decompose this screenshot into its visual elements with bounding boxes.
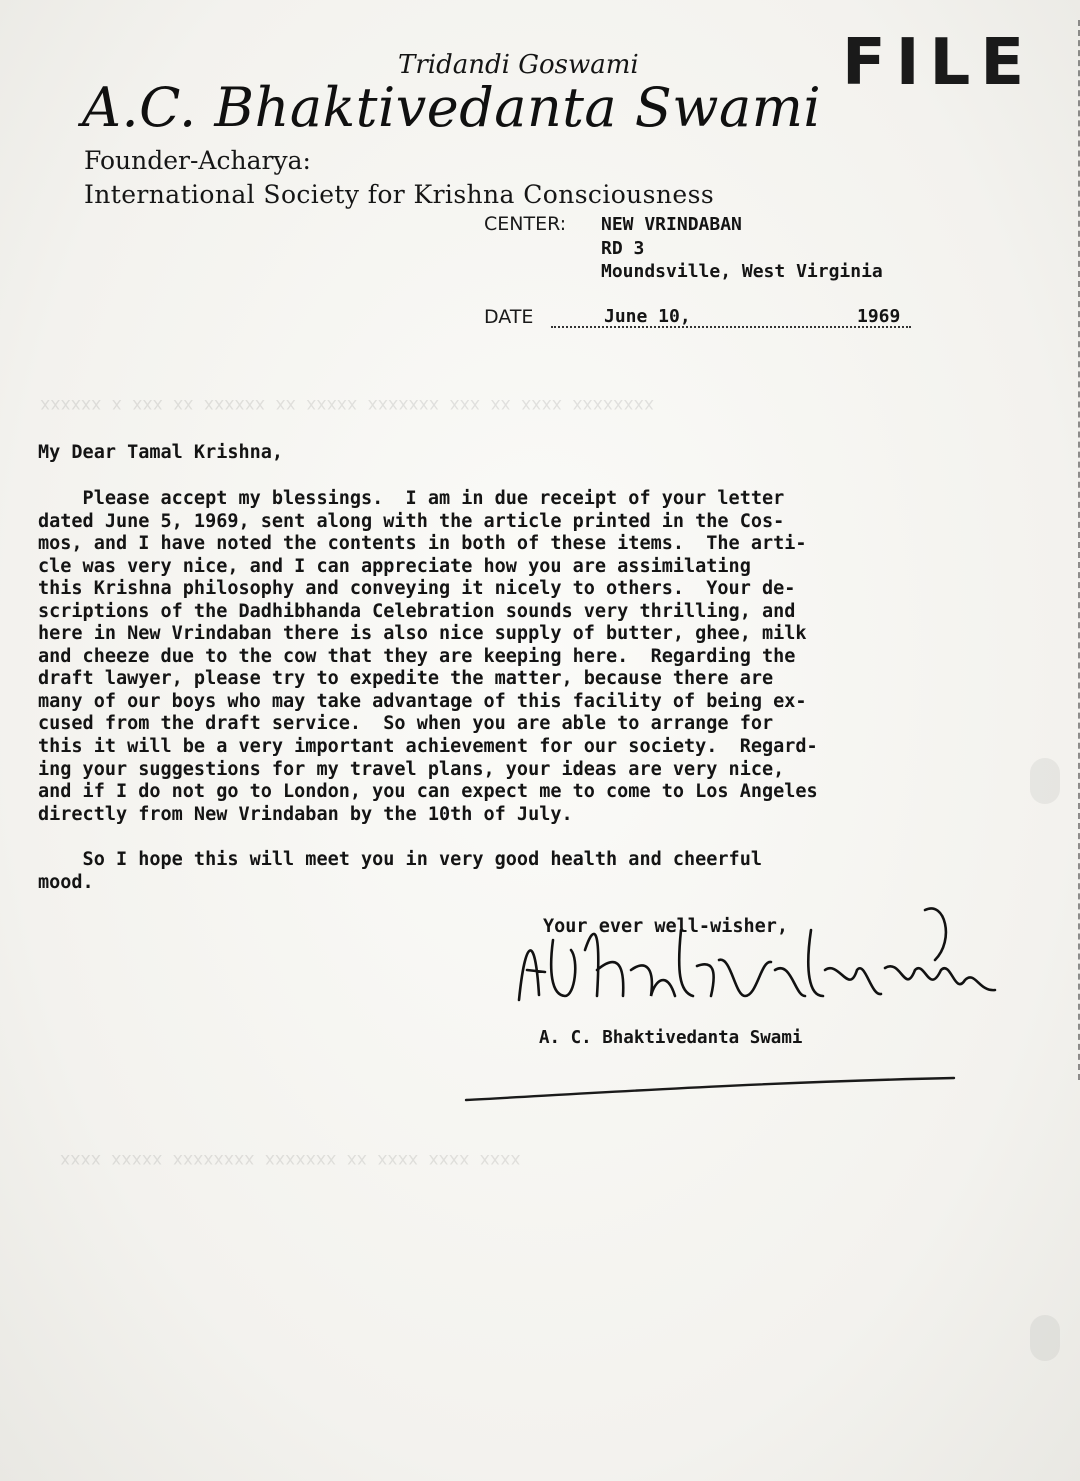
body-line: Please accept my blessings. I am in due receipt of your letter <box>38 488 785 509</box>
body-line: cle was very nice, and I can appreciate how you are assimilating <box>38 556 751 577</box>
date-label: DATE <box>484 306 534 328</box>
body-line: draft lawyer, please try to expedite the matter, because there are <box>38 668 774 689</box>
body-line: cused from the draft service. So when you are able to arrange for <box>38 713 774 734</box>
handwritten-signature <box>505 900 1015 1040</box>
center-line: RD 3 <box>601 238 645 259</box>
body-line: dated June 5, 1969, sent along with the article printed in the Cos- <box>38 511 785 532</box>
letterhead-title: Tridandi Goswami <box>398 50 639 80</box>
body-line: this Krishna philosophy and conveying it nicely to others. Your de- <box>38 578 796 599</box>
letterhead-society: International Society for Krishna Consciousness <box>84 180 715 209</box>
body-line: ing your suggestions for my travel plans, your ideas are very nice, <box>38 759 785 780</box>
body-line: directly from New Vrindaban by the 10th of July. <box>38 804 573 825</box>
center-line: Moundsville, West Virginia <box>601 261 883 282</box>
date-value: June 10, <box>604 306 691 327</box>
letterhead-role: Founder-Acharya: <box>84 146 311 175</box>
underline-stroke <box>460 1070 960 1110</box>
file-stamp: FILE <box>842 26 1035 100</box>
body-line: here in New Vrindaban there is also nice supply of butter, ghee, milk <box>38 623 807 644</box>
center-label: CENTER: <box>484 213 567 235</box>
bleed-through-text: xxxxxxxx xxxx xx xxx xxxxxxx xxxxx xx xxxxxx xx xxx x xxxxxx <box>40 395 655 415</box>
body-line: scriptions of the Dadhibhanda Celebration sounds very thrilling, and <box>38 601 796 622</box>
letterhead-name: A.C. Bhaktivedanta Swami <box>82 76 822 139</box>
closing: Your ever well-wisher, <box>543 916 789 937</box>
punch-mark <box>1030 758 1060 804</box>
punch-mark <box>1030 1315 1060 1361</box>
salutation: My Dear Tamal Krishna, <box>38 442 284 463</box>
body-line: mos, and I have noted the contents in both of these items. The arti- <box>38 533 807 554</box>
body-line: and if I do not go to London, you can expect me to come to Los Angeles <box>38 781 818 802</box>
date-year: 1969 <box>857 306 901 327</box>
signature-name: A. C. Bhaktivedanta Swami <box>539 1028 803 1048</box>
body-line: So I hope this will meet you in very good health and cheerful <box>38 849 762 870</box>
body-line: this it will be a very important achievement for our society. Regard- <box>38 736 818 757</box>
bleed-through-text: xxxx xxxx xxxx xx xxxxxxx xxxxxxxx xxxxx xxxx <box>60 1150 521 1170</box>
body-line: many of our boys who may take advantage of this facility of being ex- <box>38 691 807 712</box>
center-line: NEW VRINDABAN <box>601 214 742 235</box>
body-line: mood. <box>38 872 94 893</box>
body-line: and cheeze due to the cow that they are keeping here. Regarding the <box>38 646 796 667</box>
